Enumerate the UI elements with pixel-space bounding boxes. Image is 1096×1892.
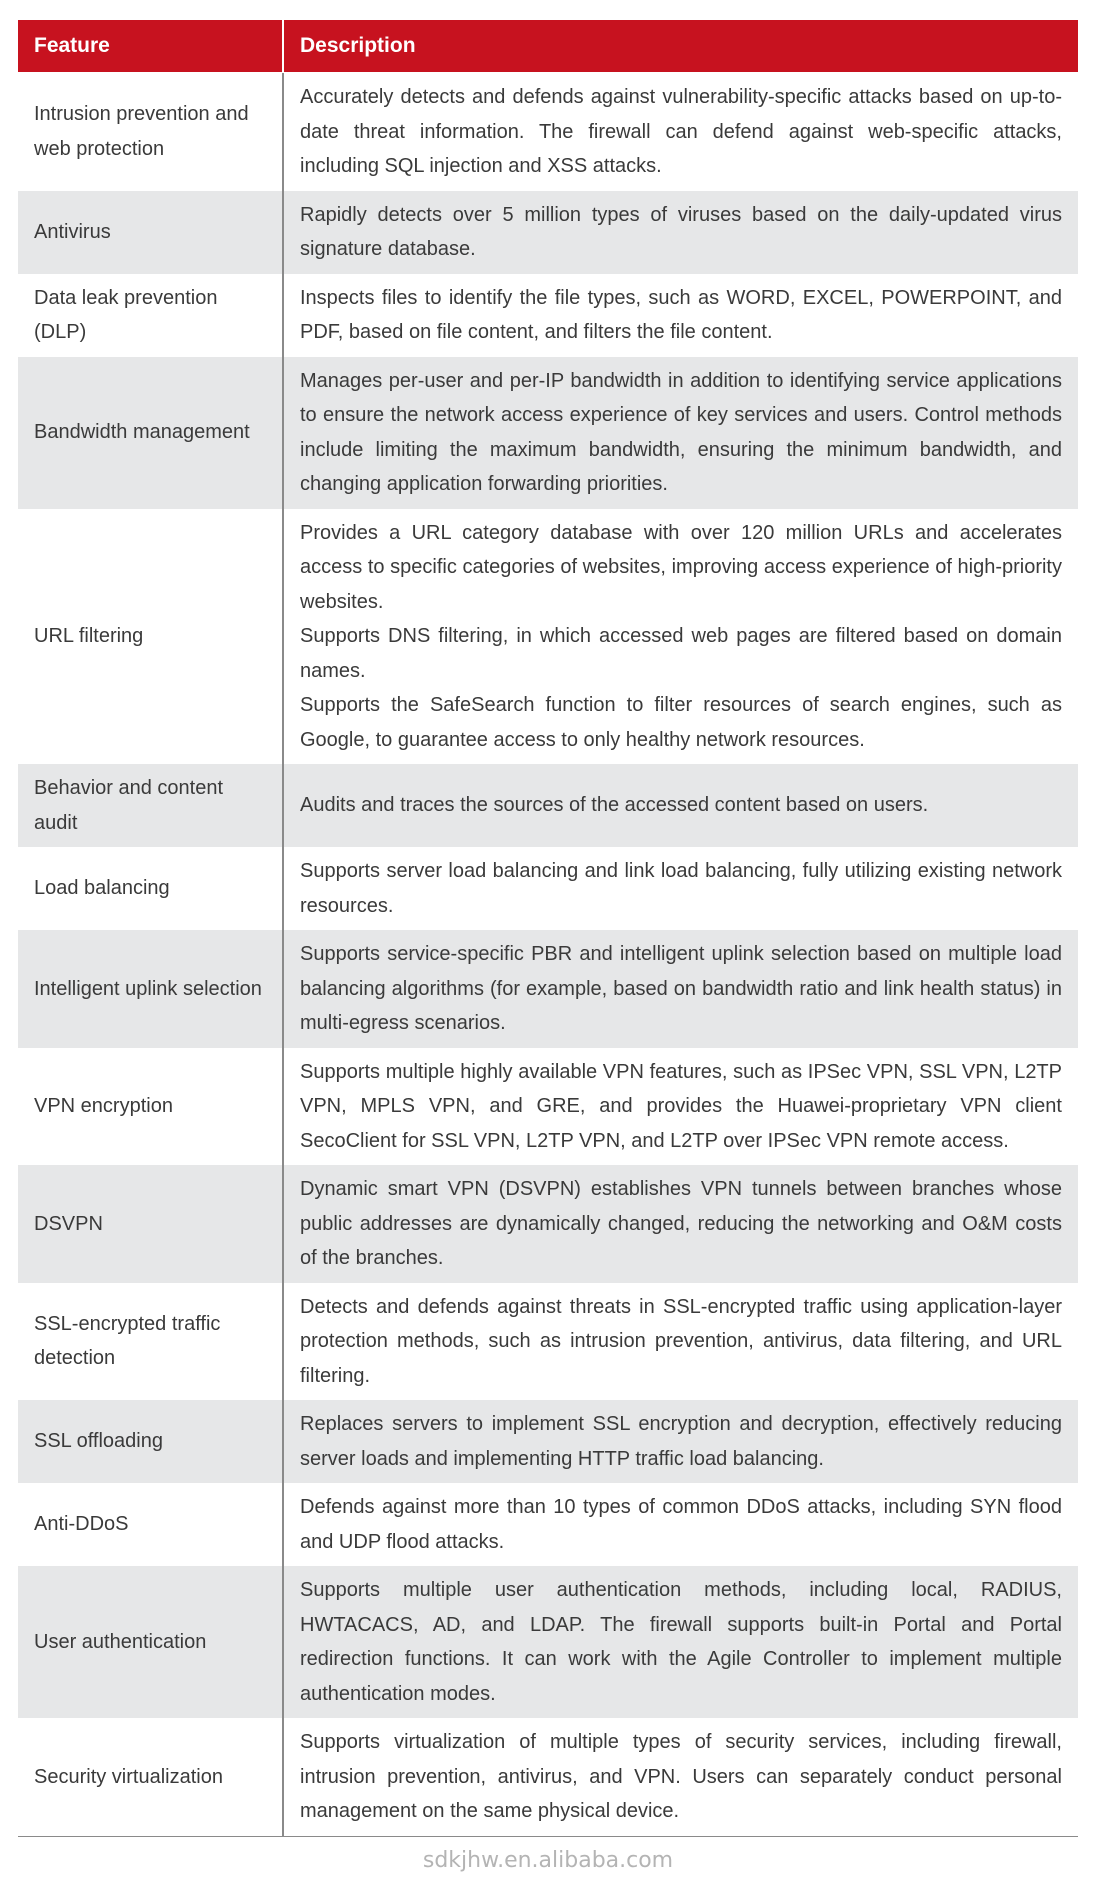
feature-cell: Security virtualization xyxy=(18,1718,283,1836)
feature-cell: VPN encryption xyxy=(18,1048,283,1166)
description-paragraph: Rapidly detects over 5 million types of viruses based on the daily-updated virus signature database. xyxy=(300,203,1062,260)
feature-cell: Behavior and content audit xyxy=(18,764,283,847)
description-cell xyxy=(283,1718,1078,1836)
description-paragraph: Supports DNS filtering, in which accessed web pages are filtered based on domain names. xyxy=(300,625,1062,682)
feature-cell: Intelligent uplink selection xyxy=(18,930,283,1048)
description-paragraph: Supports service-specific PBR and intelligent uplink selection based on multiple load balancing algorithms (for example, based on bandwidth ratio and link health status) in multi-egress scenarios. xyxy=(300,943,1062,1034)
description-paragraph: Dynamic smart VPN (DSVPN) establishes VPN tunnels between branches whose public addresses are dynamically changed, reducing the networking and O&M costs of the branches. xyxy=(300,1178,1062,1269)
description-cell xyxy=(283,73,1078,191)
table-row xyxy=(18,930,1078,1048)
column-header-description: Description xyxy=(283,20,1078,73)
description-paragraph: Supports server load balancing and link load balancing, fully utilizing existing network resources. xyxy=(300,860,1062,917)
description-cell xyxy=(283,847,1078,930)
description-cell xyxy=(283,764,1078,847)
table-row xyxy=(18,1048,1078,1166)
description-cell xyxy=(283,1483,1078,1566)
description-cell xyxy=(283,1400,1078,1483)
description-paragraph: Audits and traces the sources of the accessed content based on users. xyxy=(300,794,929,817)
table-row xyxy=(18,1283,1078,1401)
feature-cell: Antivirus xyxy=(18,191,283,274)
feature-cell: SSL offloading xyxy=(18,1400,283,1483)
table-header-row xyxy=(18,20,1078,73)
description-cell xyxy=(283,1165,1078,1283)
table-row xyxy=(18,73,1078,191)
feature-cell: Anti-DDoS xyxy=(18,1483,283,1566)
feature-table xyxy=(18,20,1078,1837)
feature-table-container xyxy=(18,20,1078,1837)
feature-cell: DSVPN xyxy=(18,1165,283,1283)
feature-cell: Intrusion prevention and web protection xyxy=(18,73,283,191)
feature-cell: Bandwidth management xyxy=(18,357,283,509)
table-row xyxy=(18,847,1078,930)
table-row xyxy=(18,274,1078,357)
description-paragraph: Accurately detects and defends against vulnerability-specific attacks based on up-to-date threat information. The firewall can defend against web-specific attacks, including SQL injection and XSS attacks. xyxy=(300,86,1062,177)
table-row xyxy=(18,1483,1078,1566)
description-paragraph: Inspects files to identify the file types, such as WORD, EXCEL, POWERPOINT, and PDF, based on file content, and filters the file content. xyxy=(300,286,1062,343)
table-row xyxy=(18,357,1078,509)
description-cell xyxy=(283,1566,1078,1718)
table-row xyxy=(18,191,1078,274)
description-cell xyxy=(283,274,1078,357)
description-paragraph: Supports multiple user authentication methods, including local, RADIUS, HWTACACS, AD, and LDAP. The firewall supports built-in Portal and Portal redirection functions. It can work with the Agile Controller to implement multiple authentication modes. xyxy=(300,1579,1062,1705)
description-cell xyxy=(283,930,1078,1048)
description-paragraph: Provides a URL category database with over 120 million URLs and accelerates access to specific categories of websites, improving access experience of high-priority websites. xyxy=(300,521,1062,613)
description-paragraph: Replaces servers to implement SSL encryption and decryption, effectively reducing server loads and implementing HTTP traffic load balancing. xyxy=(300,1413,1062,1470)
table-row xyxy=(18,1718,1078,1836)
table-row xyxy=(18,1400,1078,1483)
description-cell xyxy=(283,509,1078,765)
feature-cell: Load balancing xyxy=(18,847,283,930)
table-row xyxy=(18,1566,1078,1718)
watermark: sdkjhw.en.alibaba.com xyxy=(422,1848,674,1873)
description-paragraph: Defends against more than 10 types of common DDoS attacks, including SYN flood and UDP flood attacks. xyxy=(300,1496,1062,1553)
table-row xyxy=(18,509,1078,765)
description-paragraph: Manages per-user and per-IP bandwidth in addition to identifying service applications to ensure the network access experience of key services and users. Control methods include limiting the maximum bandwidth, ensuring the minimum bandwidth, and changing application forwarding priorities. xyxy=(300,369,1062,495)
description-cell xyxy=(283,191,1078,274)
table-row xyxy=(18,764,1078,847)
feature-cell: Data leak prevention (DLP) xyxy=(18,274,283,357)
description-paragraph: Supports multiple highly available VPN features, such as IPSec VPN, SSL VPN, L2TP VPN, MPLS VPN, and GRE, and provides the Huawei-proprietary VPN client SecoClient for SSL VPN, L2TP VPN, and L2TP over IPSec VPN remote access. xyxy=(300,1060,1062,1152)
column-header-feature: Feature xyxy=(18,20,283,73)
description-paragraph: Supports the SafeSearch function to filter resources of search engines, such as Google, to guarantee access to only healthy network resources. xyxy=(300,694,1062,751)
feature-cell: SSL-encrypted traffic detection xyxy=(18,1283,283,1401)
table-row xyxy=(18,1165,1078,1283)
description-cell xyxy=(283,357,1078,509)
table-body xyxy=(18,73,1078,1837)
feature-cell: URL filtering xyxy=(18,509,283,765)
feature-cell: User authentication xyxy=(18,1566,283,1718)
description-cell xyxy=(283,1048,1078,1166)
description-cell xyxy=(283,1283,1078,1401)
description-paragraph: Supports virtualization of multiple types of security services, including firewall, intrusion prevention, antivirus, and VPN. Users can separately conduct personal management on the same physical device. xyxy=(300,1731,1062,1822)
description-paragraph: Detects and defends against threats in SSL-encrypted traffic using application-layer protection methods, such as intrusion prevention, antivirus, data filtering, and URL filtering. xyxy=(300,1295,1062,1387)
